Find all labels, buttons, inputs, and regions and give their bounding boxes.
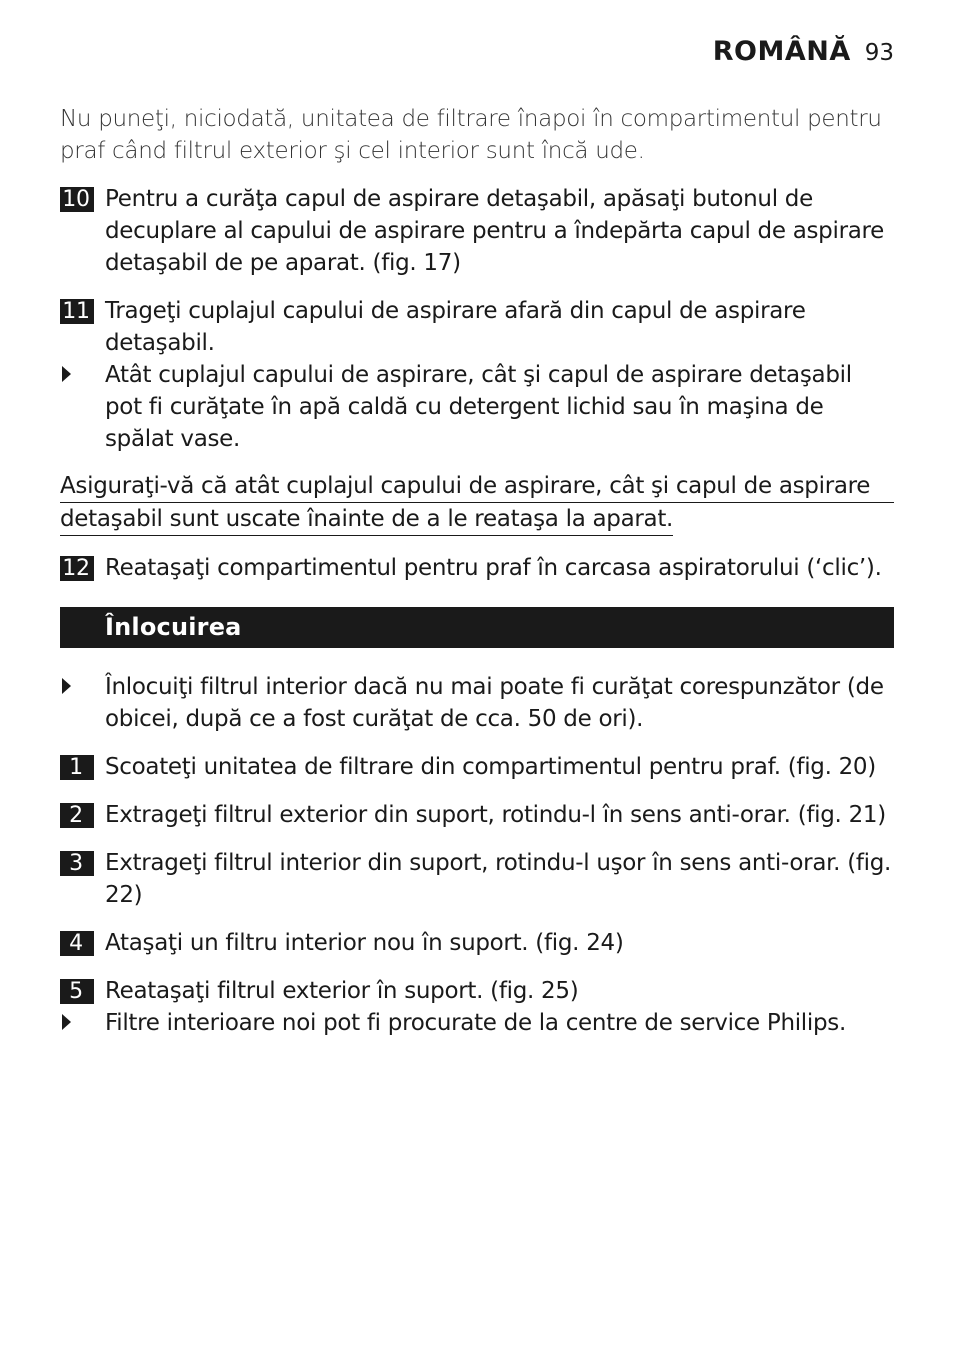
bullet-philips [60,1007,894,1039]
step-12 [60,552,894,584]
step-number: 2 [60,803,94,828]
step-11 [60,295,894,359]
warning-line-1: Asiguraţi-vă că atât cuplajul capului de aspirare, cât şi capul de aspirare [60,471,894,503]
step-number: 3 [60,851,94,876]
step-5 [60,975,894,1007]
step-text: Pentru a curăţa capul de aspirare detaşabil, apăsaţi butonul de decuplare al capului de aspirare pentru a îndepărta capul de aspirare detaşabil de pe aparat. (fig. 17) [105,186,885,276]
step-4 [60,927,894,959]
step-text: Reataşaţi compartimentul pentru praf în carcasa aspiratorului (‘clic’). [105,555,882,581]
bullet-icon [60,359,94,391]
section-heading: Înlocuirea [60,607,894,648]
step-number: 12 [60,556,94,581]
bullet-icon [60,1007,94,1039]
step-3 [60,847,894,911]
step-2 [60,799,894,831]
bullet-replace [60,671,894,735]
step-number: 11 [60,299,94,324]
step-text: Extrageţi filtrul exterior din suport, rotindu-l în sens anti-orar. (fig. 21) [105,802,886,828]
step-10 [60,183,894,279]
step-text: Ataşaţi un filtru interior nou în suport. (fig. 24) [105,930,624,956]
language-label: ROMÂNĂ [712,36,851,67]
step-number: 5 [60,979,94,1004]
warning-note [60,471,894,536]
bullet-text: Atât cuplajul capului de aspirare, cât şi capul de aspirare detaşabil pot fi curăţate în apă caldă cu detergent lichid sau în maşina de spălat vase. [105,362,852,452]
step-number: 4 [60,931,94,956]
warning-line-2: detaşabil sunt uscate înainte de a le reataşa la aparat. [60,504,673,536]
page-number: 93 [864,40,894,66]
bullet-text: Înlocuiţi filtrul interior dacă nu mai poate fi curăţat corespunzător (de obicei, după ce a fost curăţat de cca. 50 de ori). [105,674,884,732]
intro-note: Nu puneţi, niciodată, unitatea de filtrare înapoi în compartimentul pentru praf când filtrul exterior şi cel interior sunt încă ude. [60,106,882,164]
step-text: Trageţi cuplajul capului de aspirare afară din capul de aspirare detaşabil. [105,298,806,356]
step-1 [60,751,894,783]
step-text: Reataşaţi filtrul exterior în suport. (fig. 25) [105,978,579,1004]
step-text: Scoateţi unitatea de filtrare din compartimentul pentru praf. (fig. 20) [105,754,876,780]
page-header [713,36,894,67]
bullet-text: Filtre interioare noi pot fi procurate de la centre de service Philips. [105,1010,846,1036]
step-text: Extrageţi filtrul interior din suport, rotindu-l uşor în sens anti-orar. (fig. 22) [105,850,892,908]
bullet-cleaning [60,359,894,455]
page-content [60,103,894,1039]
step-number: 1 [60,755,94,780]
bullet-icon [60,671,94,703]
step-number: 10 [60,187,94,212]
